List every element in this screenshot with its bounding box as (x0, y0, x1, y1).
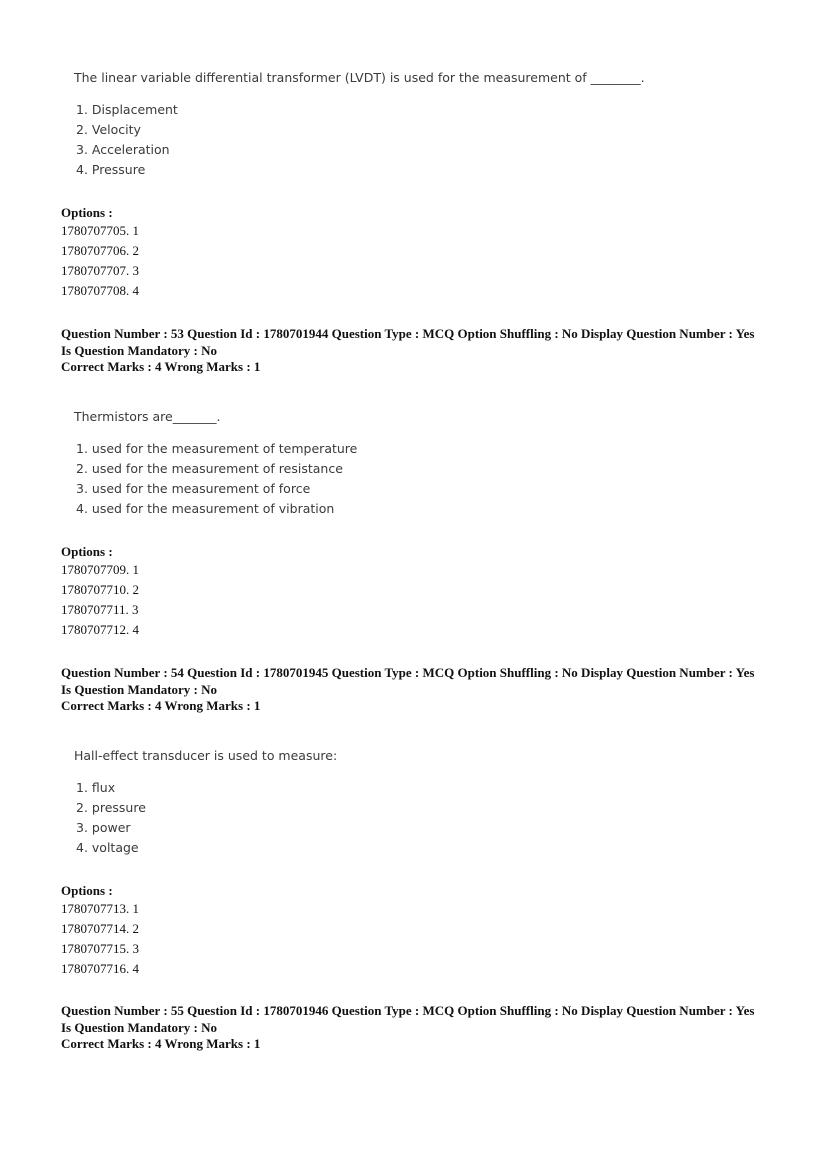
question-stem: Hall-effect transducer is used to measure: (74, 748, 338, 763)
option-id: 1780707705. 1 (61, 223, 139, 238)
options-heading: Options : (61, 883, 113, 898)
question-stem: The linear variable differential transformer (LVDT) is used for the measurement of ________. (74, 70, 645, 85)
question-stem: Thermistors are_______. (74, 409, 221, 424)
question-mandatory-line: Is Question Mandatory : No (61, 681, 218, 697)
option-id: 1780707709. 1 (61, 562, 139, 577)
question-meta (61, 326, 754, 376)
choice-2: 2. pressure (76, 800, 146, 815)
option-id: 1780707710. 2 (61, 582, 139, 597)
answer-choices (76, 100, 178, 180)
options-heading: Options : (61, 205, 113, 220)
answer-choices (76, 439, 357, 519)
question-marks-line: Correct Marks : 4 Wrong Marks : 1 (61, 359, 261, 374)
choice-1: 1. used for the measurement of temperature (76, 441, 358, 456)
choice-4: 4. voltage (76, 840, 139, 855)
choice-3: 3. used for the measurement of force (76, 481, 311, 496)
choice-1: 1. flux (76, 780, 116, 795)
option-id: 1780707707. 3 (61, 263, 139, 278)
question-meta (61, 1003, 754, 1053)
option-id: 1780707706. 2 (61, 243, 139, 258)
question-meta-line: Question Number : 54 Question Id : 1780701945 Question Type : MCQ Option Shuffling : No Display Question Number : Yes (61, 665, 755, 680)
options-list (61, 221, 139, 301)
question-marks-line: Correct Marks : 4 Wrong Marks : 1 (61, 1036, 261, 1051)
option-id: 1780707708. 4 (61, 283, 139, 298)
option-id: 1780707711. 3 (61, 602, 139, 617)
choice-2: 2. Velocity (76, 122, 141, 137)
choice-1: 1. Displacement (76, 102, 178, 117)
option-id: 1780707712. 4 (61, 622, 139, 637)
option-id: 1780707716. 4 (61, 961, 139, 976)
question-meta (61, 665, 754, 715)
question-meta-line: Question Number : 55 Question Id : 1780701946 Question Type : MCQ Option Shuffling : No Display Question Number : Yes (61, 1003, 755, 1018)
question-mandatory-line: Is Question Mandatory : No (61, 342, 218, 358)
choice-2: 2. used for the measurement of resistance (76, 461, 343, 476)
options-list (61, 899, 139, 979)
question-marks-line: Correct Marks : 4 Wrong Marks : 1 (61, 698, 261, 713)
question-mandatory-line: Is Question Mandatory : No (61, 1019, 218, 1035)
question-meta-line: Question Number : 53 Question Id : 1780701944 Question Type : MCQ Option Shuffling : No Display Question Number : Yes (61, 326, 755, 341)
option-id: 1780707715. 3 (61, 941, 139, 956)
option-id: 1780707713. 1 (61, 901, 139, 916)
choice-3: 3. power (76, 820, 131, 835)
choice-4: 4. Pressure (76, 162, 146, 177)
option-id: 1780707714. 2 (61, 921, 139, 936)
choice-3: 3. Acceleration (76, 142, 170, 157)
answer-choices (76, 778, 146, 858)
choice-4: 4. used for the measurement of vibration (76, 501, 335, 516)
options-list (61, 560, 139, 640)
options-heading: Options : (61, 544, 113, 559)
